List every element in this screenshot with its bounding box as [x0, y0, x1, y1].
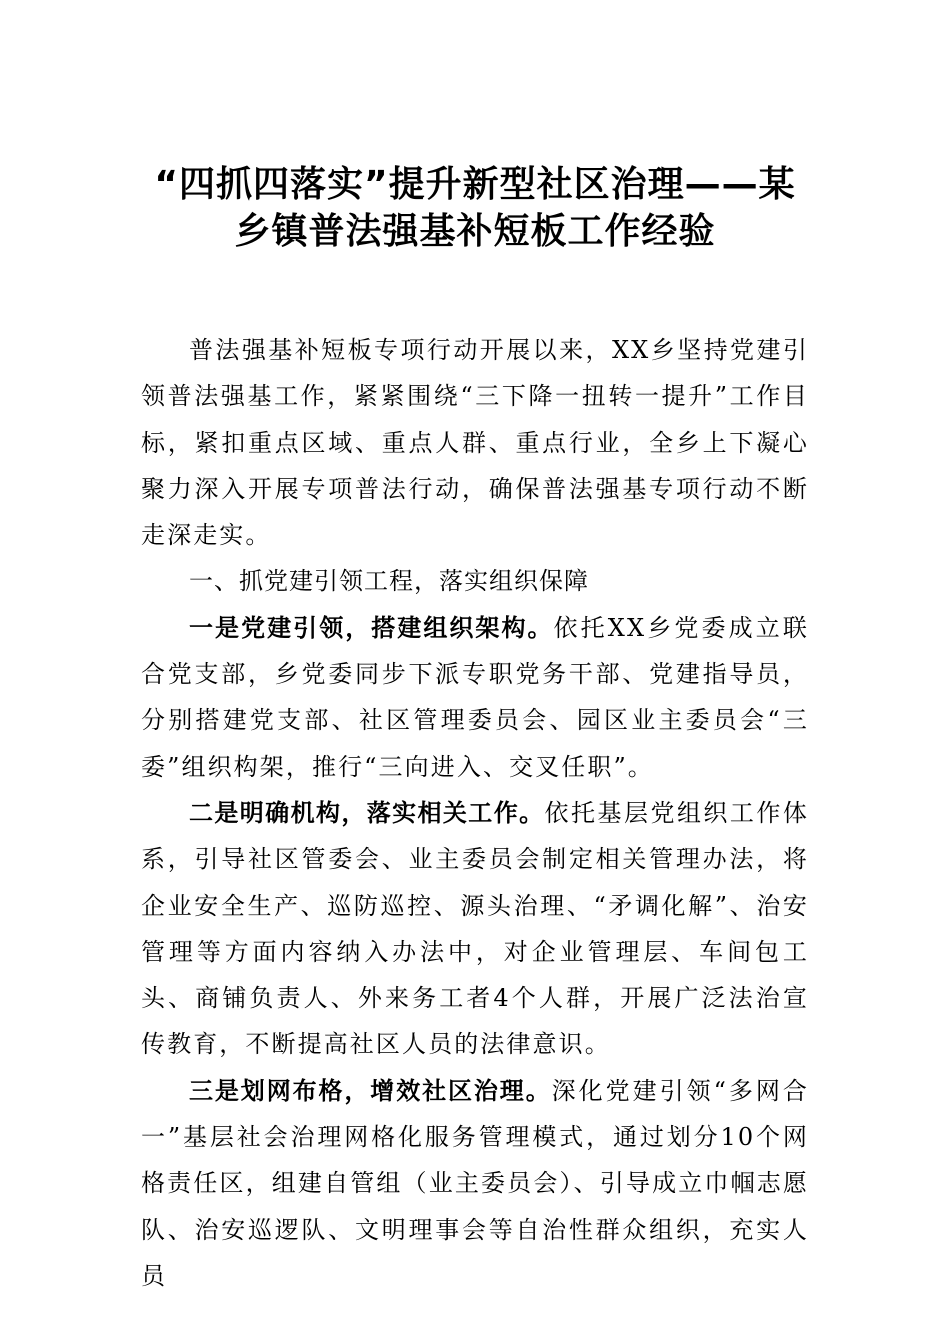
- item-text: 依托基层党组织工作体系，引导社区管委会、业主委员会制定相关管理办法，将企业安全生产、巡防巡控、源头治理、“矛调化解”、治安管理等方面内容纳入办法中，对企业管理层、车间包工头、商铺负责人、外来务工者4个人群，开展广泛法治宣传教育，不断提高社区人员的法律意识。: [141, 798, 810, 1059]
- document-title-line-1: “四抓四落实”提升新型社区治理——某: [154, 164, 796, 205]
- item-paragraph-1: [141, 605, 809, 790]
- document-body: [141, 327, 809, 1299]
- document-title-line-2: 乡镇普法强基补短板工作经验: [234, 211, 716, 252]
- item-lead: 一是党建引领，搭建组织架构。: [189, 613, 554, 642]
- section-heading: 一、抓党建引领工程，落实组织保障: [189, 567, 589, 596]
- item-paragraph-3: [141, 1068, 809, 1299]
- item-text: 深化党建引领“多网合一”基层社会治理网格化服务管理模式，通过划分10个网格责任区，组建自管组（业主委员会）、引导成立巾帼志愿队、治安巡逻队、文明理事会等自治性群众组织，充实人员: [141, 1076, 810, 1290]
- item-paragraph-2: [141, 790, 809, 1068]
- item-text: 依托XX乡党委成立联合党支部，乡党委同步下派专职党务干部、党建指导员，分别搭建党支部、社区管理委员会、园区业主委员会“三委”组织构架，推行“三向进入、交叉任职”。: [141, 613, 810, 781]
- item-lead: 二是明确机构，落实相关工作。: [189, 798, 545, 827]
- intro-paragraph: 普法强基补短板专项行动开展以来，XX乡坚持党建引领普法强基工作，紧紧围绕“三下降一扭转一提升”工作目标，紧扣重点区域、重点人群、重点行业，全乡上下凝心聚力深入开展专项普法行动，确保普法强基专项行动不断走深走实。: [141, 336, 809, 550]
- item-lead: 三是划网布格，增效社区治理。: [189, 1076, 552, 1105]
